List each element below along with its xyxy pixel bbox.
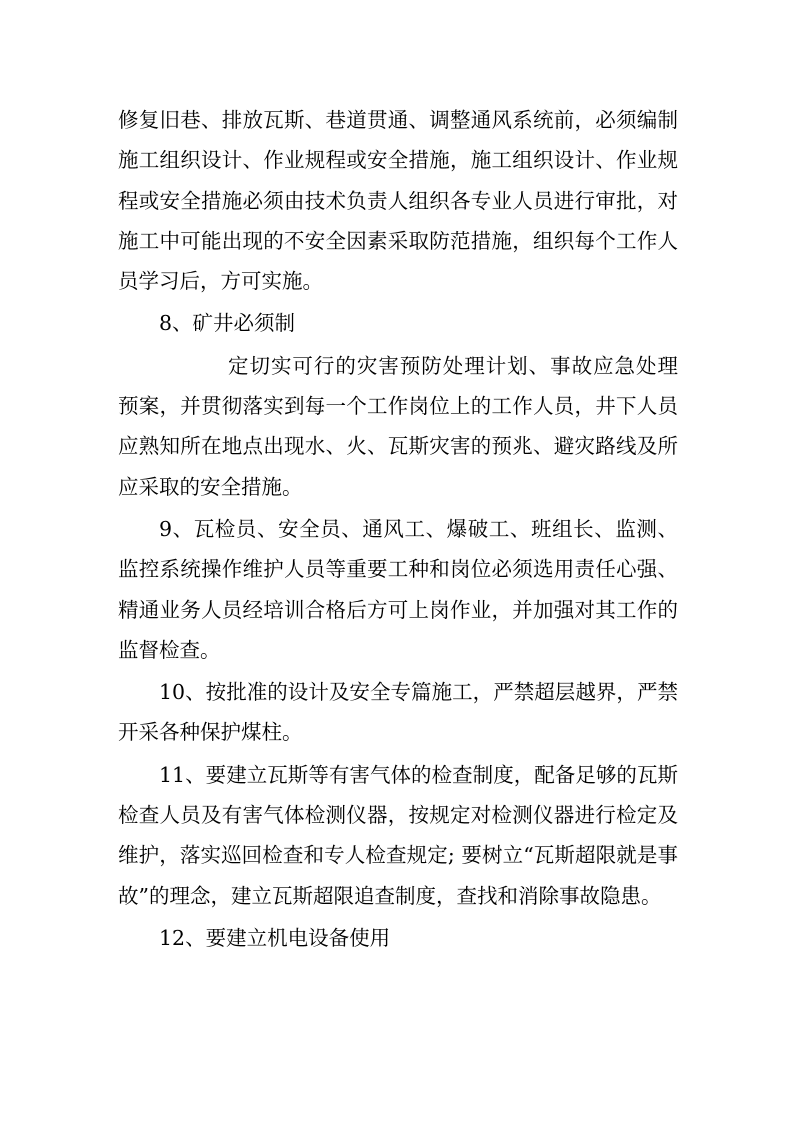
paragraph-5: 10、按批准的设计及安全专篇施工，严禁超层越界，严禁开采各种保护煤柱。 bbox=[118, 680, 678, 745]
paragraph-1: 修复旧巷、排放瓦斯、巷道贯通、调整通风系统前，必须编制施工组织设计、作业规程或安全措施，施工组织设计、作业规程或安全措施必须由技术负责人组织各专业人员进行审批，对施工中可能出现的不安全因素采取防范措施，组织每个工作人员学习后，方可实施。 bbox=[118, 108, 678, 294]
paragraph-3: 定切实可行的灾害预防处理计划、事故应急处理预案，并贯彻落实到每一个工作岗位上的工作人员，井下人员应熟知所在地点出现水、火、瓦斯灾害的预兆、避灾路线及所应采取的安全措施。 bbox=[118, 353, 678, 499]
paragraph-6: 11、要建立瓦斯等有害气体的检查制度，配备足够的瓦斯检查人员及有害气体检测仪器，按规定对检测仪器进行检定及维护，落实巡回检查和专人检查规定; 要树立“瓦斯超限就是事故”的理念，建立瓦斯超限追查制度，查找和消除事故隐患。 bbox=[118, 762, 678, 908]
paragraph-7-heading: 12、要建立机电设备使用 bbox=[159, 925, 391, 950]
paragraph-4: 9、瓦检员、安全员、通风工、爆破工、班组长、监测、监控系统操作维护人员等重要工种和岗位必须选用责任心强、精通业务人员经培训合格后方可上岗作业，并加强对其工作的监督检查。 bbox=[118, 516, 678, 662]
paragraph-2-heading: 8、矿井必须制 bbox=[159, 311, 296, 336]
document-body bbox=[118, 100, 678, 960]
